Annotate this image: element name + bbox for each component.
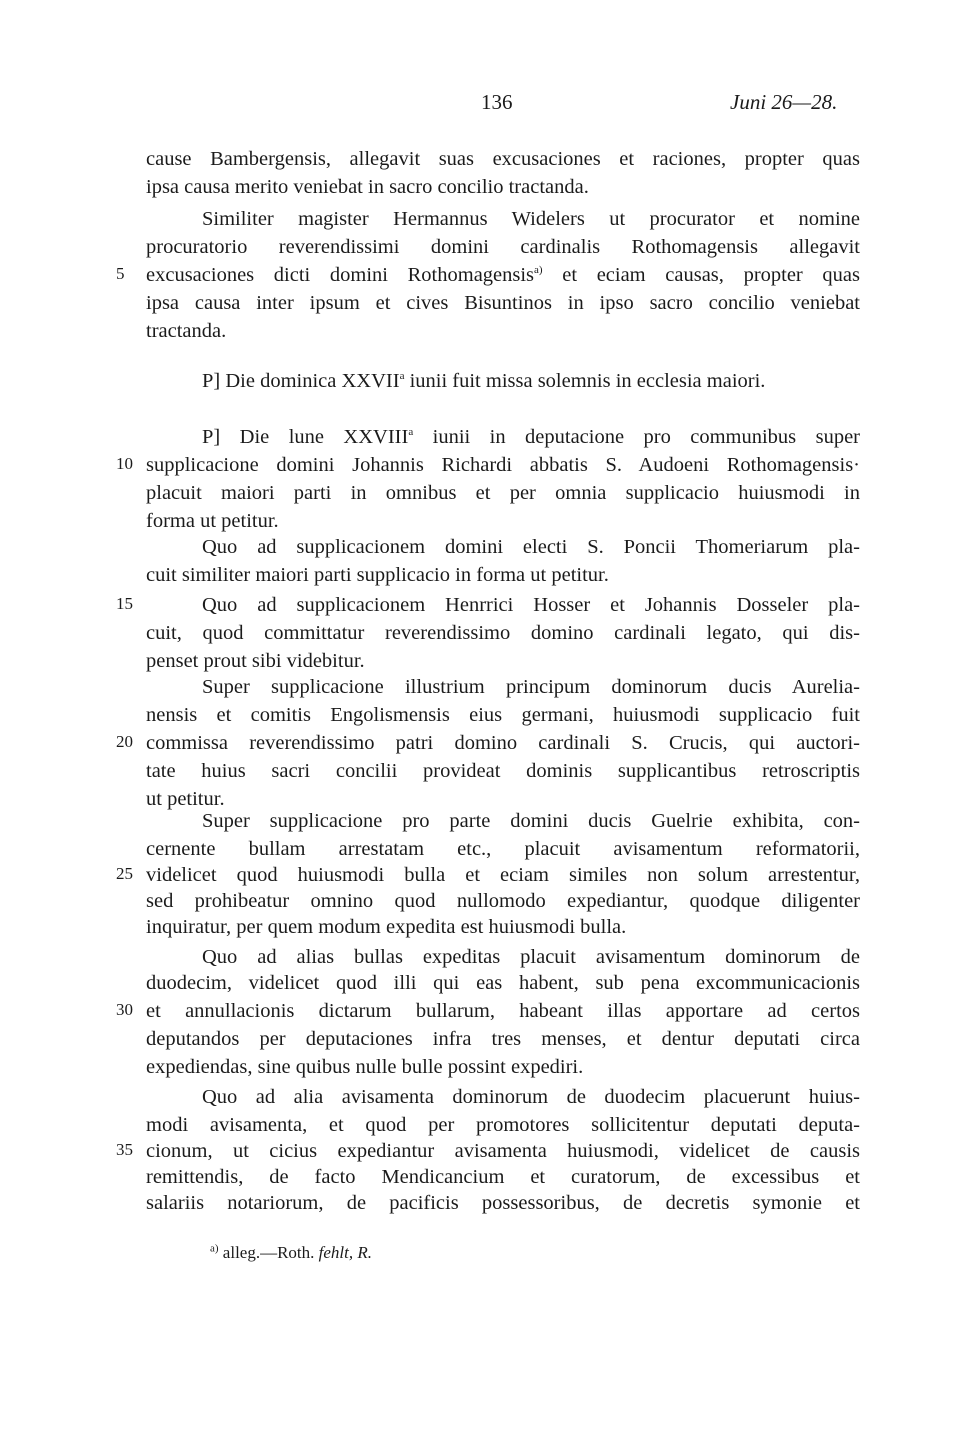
text-line [146, 261, 860, 289]
footnote [210, 1243, 372, 1263]
text-line: expediendas, sine quibus nulle bulle possint expediri. [146, 1056, 584, 1078]
line-number: 25 [116, 864, 133, 883]
footnote-ref: a) [534, 264, 543, 277]
text-line: et annullacionis dictarum bullarum, habeant illas apportare ad certos [146, 1000, 860, 1022]
text-line [202, 423, 860, 451]
text-line [202, 367, 860, 395]
line-number: 30 [116, 1000, 133, 1019]
text-line: ipsa causa merito veniebat in sacro concilio tractanda. [146, 176, 589, 198]
text-line: penset prout sibi videbitur. [146, 650, 365, 672]
text-line: duodecim, videlicet quod illi qui eas habent, sub pena excommunicacionis [146, 972, 860, 994]
text-line: nensis et comitis Engolismensis eius germani, huiusmodi supplicacio fuit [146, 704, 860, 726]
line-number: 15 [116, 594, 133, 613]
text-line: deputandos per deputaciones infra tres menses, et dentur deputati circa [146, 1028, 860, 1050]
line-text: P] Die dominica XXVII [202, 370, 400, 392]
footnote-mark: a) [210, 1242, 219, 1255]
text-line: placuit maiori parti in omnibus et per omnia supplicacio huiusmodi in [146, 482, 860, 504]
text-line: videlicet quod huiusmodi bulla et eciam similes non solum arrestentur, [146, 864, 860, 886]
text-line: Quo ad supplicacionem Henrrici Hosser et Johannis Dosseler pla- [202, 594, 860, 616]
line-number: 5 [116, 264, 125, 283]
text-line: Quo ad alias bullas expeditas placuit avisamentum dominorum de [202, 946, 860, 968]
text-line: Quo ad alia avisamenta dominorum de duodecim placuerunt huius- [202, 1086, 860, 1108]
text-line: sed prohibeatur omnino quod nullomodo expediantur, quodque diligenter [146, 890, 860, 912]
text-line: ipsa causa inter ipsum et cives Bisuntinos in ipso sacro concilio veniebat [146, 292, 860, 314]
line-number: 20 [116, 732, 133, 751]
text-line: cuit, quod committatur reverendissimo domino cardinali legato, qui dis- [146, 622, 860, 644]
footnote-ref: a [408, 426, 414, 439]
text-line: Super supplicacione pro parte domini ducis Guelrie exhibita, con- [202, 810, 860, 832]
text-line: tate huius sacri concilii provideat dominis supplicantibus retroscriptis [146, 760, 860, 782]
text-line: Similiter magister Hermannus Widelers ut procurator et nomine [202, 208, 860, 230]
text-line: cause Bambergensis, allegavit suas excusaciones et raciones, propter quas [146, 148, 860, 170]
line-text: et eciam causas, propter quas [542, 264, 860, 286]
text-line: forma ut petitur. [146, 510, 279, 532]
line-text: excusaciones dicti domini Rothomagensis [146, 264, 535, 286]
running-head: Juni 26—28. [730, 90, 838, 114]
line-text: iunii in deputacione pro communibus super [413, 426, 860, 448]
text-line: commissa reverendissimo patri domino cardinali S. Crucis, qui auctori- [146, 732, 860, 754]
text-line: cionum, ut cicius expediantur avisamenta huiusmodi, videlicet de causis [146, 1140, 860, 1162]
text-line: cuit similiter maiori parti supplicacio in forma ut petitur. [146, 564, 609, 586]
text-line: Quo ad supplicacionem domini electi S. Poncii Thomeriarum pla- [202, 536, 860, 558]
line-number: 10 [116, 454, 133, 473]
text-line: modi avisamenta, et quod per promotores sollicitentur deputati deputa- [146, 1114, 860, 1136]
page-number: 136 [481, 90, 513, 114]
text-line: cernente bullam arrestatam etc., placuit avisamentum reformatorii, [146, 838, 860, 860]
text-line: remittendis, de facto Mendicancium et curatorum, de excessibus et [146, 1166, 860, 1188]
line-number: 35 [116, 1140, 133, 1159]
footnote-ref: a [399, 370, 405, 383]
footnote-italic: fehlt, R. [318, 1243, 373, 1262]
text-line: inquiratur, per quem modum expedita est huiusmodi bulla. [146, 916, 627, 938]
text-line: supplicacione domini Johannis Richardi abbatis S. Audoeni Rothomagensis· [146, 454, 860, 476]
text-line: Super supplicacione illustrium principum dominorum ducis Aurelia- [202, 676, 860, 698]
footnote-text: alleg.—Roth. [218, 1243, 319, 1262]
line-text: iunii fuit missa solemnis in ecclesia maiori. [404, 370, 766, 392]
text-line: procuratorio reverendissimi domini cardinalis Rothomagensis allegavit [146, 236, 860, 258]
text-line: salariis notariorum, de pacificis possessoribus, de decretis symonie et [146, 1192, 860, 1214]
text-line: ut petitur. [146, 788, 225, 810]
line-text: P] Die lune XXVIII [202, 426, 409, 448]
text-line: tractanda. [146, 320, 227, 342]
